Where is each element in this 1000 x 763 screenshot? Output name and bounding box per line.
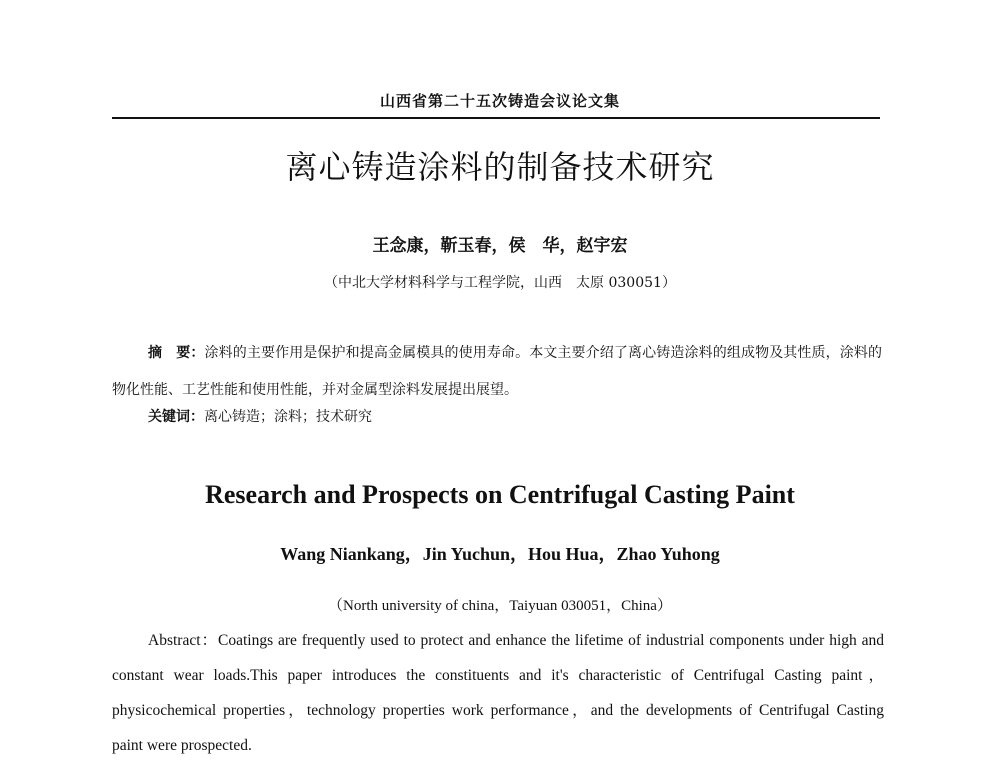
chinese-abstract-label: 摘 要： xyxy=(148,345,205,361)
chinese-abstract-text: 涂料的主要作用是保护和提高金属模具的使用寿命。本文主要介绍了离心铸造涂料的组成物及其性质，涂料的物化性能、工艺性能和使用性能，并对金属型涂料发展提出展望。 xyxy=(112,345,883,398)
chinese-authors: 王念康，靳玉春，侯 华，赵宇宏 xyxy=(372,236,628,256)
english-affiliation: （North university of china，Taiyuan 030051，China） xyxy=(328,598,672,614)
chinese-affiliation: （中北大学材料科学与工程学院，山西 太原 030051） xyxy=(324,275,676,291)
english-authors: Wang Niankang，Jin Yuchun，Hou Hua，Zhao Yuhong xyxy=(280,544,720,564)
chinese-keywords-text: 离心铸造；涂料；技术研究 xyxy=(204,409,372,425)
chinese-title: 离心铸造涂料的制备技术研究 xyxy=(285,148,715,186)
chinese-keywords-label: 关键词： xyxy=(148,409,204,425)
english-abstract xyxy=(112,623,900,763)
journal-header: 山西省第二十五次铸造会议论文集 xyxy=(379,92,620,110)
chinese-keywords xyxy=(148,406,372,426)
header-rule xyxy=(112,117,880,119)
english-title: Research and Prospects on Centrifugal Casting Paint xyxy=(205,480,795,509)
english-abstract-text: Coatings are frequently used to protect and enhance the lifetime of industrial components under high and constant wear loads.This paper introduces the constituents and it's characteristic of Centrifugal Casting paint，physicochemical properties，technology properties work performance，and the developments of Centrifugal Casting paint were prospected. xyxy=(112,632,900,754)
english-abstract-label: Abstract： xyxy=(148,632,218,649)
chinese-abstract xyxy=(112,335,882,409)
